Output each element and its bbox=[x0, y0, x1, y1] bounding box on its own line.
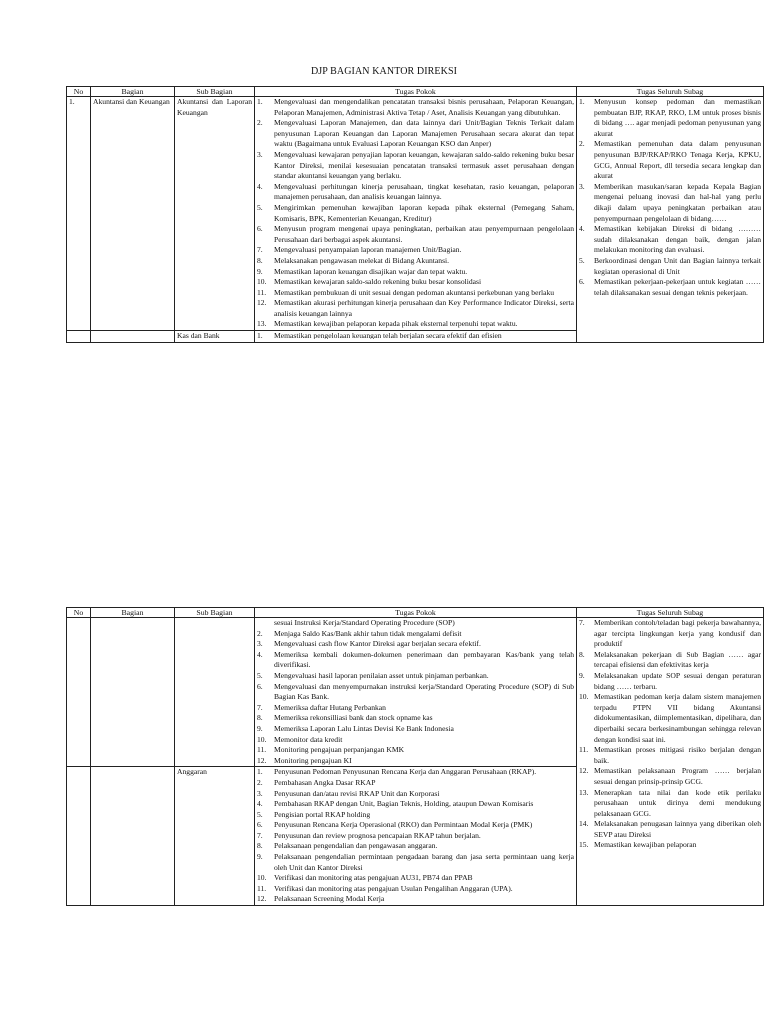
list-item: 10. Memastikan pedoman kerja dalam sistem manajemen terpadu PTPN VII bidang Akuntansi didokumentasikan, diimplementasikan, dipelihara, dan diperbaiki secara berkesinambungan sehingga relevan dengan kondisi saat ini. bbox=[579, 692, 761, 744]
list-item: 5. Mengirimkan pemenuhan kewajiban laporan kepada pihak eksternal (Pemegang Saham, Komisaris, BPK, Kementerian Keuangan, Kreditur) bbox=[257, 202, 574, 223]
table-row bbox=[67, 618, 764, 767]
task-table-page-1 bbox=[66, 86, 764, 343]
list-item: 6. Mengevaluasi dan menyempurnakan instruksi kerja/Standard Operating Procedure (SOP) di Sub Bagian Kas Bank. bbox=[257, 681, 574, 702]
list-item: 4. Memastikan kebijakan Direksi di bidang ……… sudah dilaksanakan dengan baik, dengan jalan melakukan monitoring dan evaluasi. bbox=[579, 224, 761, 255]
list-item: 12. Memastikan pelaksanaan Program …… berjalan sesuai dengan prinsip-prinsip GCG. bbox=[579, 766, 761, 786]
list-item: 7. Mengevaluasi penyampaian laporan manajemen Unit/Bagian. bbox=[257, 245, 462, 255]
list-item: 3. Mengevaluasi cash flow Kantor Direksi agar berjalan secara efektif. bbox=[257, 639, 481, 649]
list-item: 4. Pembahasan RKAP dengan Unit, Bagian Teknis, Holding, ataupun Dewan Komisaris bbox=[257, 799, 534, 809]
tugas-pokok-list bbox=[257, 97, 574, 330]
tugas-pokok-list bbox=[257, 331, 574, 339]
list-item: 13. Memastikan kewajiban pelaporan kepada pihak eksternal terpenuhi tepat waktu. bbox=[257, 319, 518, 329]
list-item: 9. Memastikan laporan keuangan disajikan wajar dan tepat waktu. bbox=[257, 266, 468, 276]
tugas-pokok-cell bbox=[255, 767, 577, 906]
list-item: 6. Penyusunan Rencana Kerja Operasional (RKO) dan Permintaan Modal Kerja (PMK) bbox=[257, 820, 533, 830]
document-title: DJP BAGIAN KANTOR DIREKSI bbox=[310, 66, 458, 77]
tugas-pokok-list bbox=[257, 767, 574, 905]
header-no: No bbox=[67, 608, 91, 618]
tugas-pokok-list bbox=[257, 629, 574, 767]
header-tugas-seluruh: Tugas Seluruh Subag bbox=[577, 87, 764, 97]
tugas-seluruh-cell bbox=[577, 618, 764, 906]
sub-bagian-cell: Kas dan Bank bbox=[175, 331, 255, 343]
list-item: 1. Mengevaluasi dan mengendalikan pencatatan transaksi bisnis perusahaan, Pelaporan Keuangan, Pelaporan Manajemen, Administrasi Aktiva Tetap / Aset, Analisis Keuangan yang dibutuhkan. bbox=[257, 97, 574, 117]
continued-text: sesuai Instruksi Kerja/Standard Operating Procedure (SOP) bbox=[274, 618, 455, 627]
header-tugas-pokok: Tugas Pokok bbox=[255, 608, 577, 618]
list-item: 8. Memeriksa rekonsilliasi bank dan stock opname kas bbox=[257, 713, 433, 723]
list-item: 7. Memberikan contoh/teladan bagi pekerja bawahannya, agar tercipta lingkungan kerja yang kondusif dan produktif bbox=[579, 618, 761, 649]
list-item: 2. Mengevaluasi Laporan Manajemen, dan data lainnya dari Unit/Bagian Teknis Terkait dalam penyusunan Laporan Keuangan dan Laporan Manajemen Perusahaan secara akurat dan tepat waktu (Bagaimana untuk Evaluasi Laporan Keuangan KSO dan Anper) bbox=[257, 118, 574, 149]
list-item: 8. Melaksanakan pekerjaan di Sub Bagian …… agar tercapai efisiensi dan efektivitas kerja bbox=[579, 649, 761, 670]
list-item: 11. Memastikan pembukuan di unit sesuai dengan pedoman akuntansi perkebunan yang berlaku bbox=[257, 287, 555, 297]
list-item: 6. Menyusun program mengenai upaya peningkatan, perbaikan atau penyempurnaan pengelolaan Perusahaan dari berbagai aspek akuntansi. bbox=[257, 224, 574, 244]
list-item: 3. Memberikan masukan/saran kepada Kepala Bagian mengenai peluang inovasi dan hal-hal yang perlu dikaji dalam upaya peningkatan perbaikan atau penyempurnaan pengelolaan di bidang…… bbox=[579, 181, 761, 223]
table-header-row bbox=[67, 608, 764, 618]
list-item: 2. Pembahasan Angka Dasar RKAP bbox=[257, 777, 376, 787]
list-item: 11. Memastikan proses mitigasi risiko berjalan dengan baik. bbox=[579, 745, 761, 765]
list-item: 2. Menjaga Saldo Kas/Bank akhir tahun tidak mengalami defisit bbox=[257, 628, 462, 638]
header-tugas-pokok: Tugas Pokok bbox=[255, 87, 577, 97]
list-item: 12. Memastikan akurasi perhitungan kinerja perusahaan dan Key Performance Indicator Direksi, serta analisis keuangan lainnya bbox=[257, 298, 574, 318]
tugas-pokok-cell bbox=[255, 97, 577, 331]
list-item: 14. Melaksanakan penugasan lainnya yang diberikan oleh SEVP atau Direksi bbox=[579, 819, 761, 839]
header-sub-bagian: Sub Bagian bbox=[175, 87, 255, 97]
list-item: 1. Menyusun konsep pedoman dan memastikan pembuatan BJP, RKAP, RKO, LM untuk proses bisnis di bidang …. agar menjadi pedoman penyusunan yang akurat bbox=[579, 97, 761, 138]
bagian-cell: Akuntansi dan Keuangan bbox=[91, 97, 175, 331]
list-item: 9. Melaksanakan update SOP sesuai dengan peraturan bidang …… terbaru. bbox=[579, 670, 761, 691]
list-item: 7. Penyusunan dan review prognosa pencapaian RKAP tahun berjalan. bbox=[257, 830, 481, 840]
header-bagian: Bagian bbox=[91, 608, 175, 618]
list-item: 5. Berkoordinasi dengan Unit dan Bagian lainnya terkait kegiatan operasional di Unit bbox=[579, 255, 761, 276]
row-number: 1. bbox=[67, 97, 91, 331]
list-item: 2. Memastikan pemenuhan data dalam penyusunan penyusunan BJP/RKAP/RKO Tenaga Kerja, KPKU, GCG, Annual Report, dll tersedia secara lengkap dan akurat bbox=[579, 139, 761, 181]
list-item: 5. Pengisian portal RKAP holding bbox=[257, 809, 371, 819]
list-item: 3. Penyusunan dan/atau revisi RKAP Unit dan Korporasi bbox=[257, 788, 440, 798]
header-sub-bagian: Sub Bagian bbox=[175, 608, 255, 618]
list-item: 10. Memonitor data kredit bbox=[257, 734, 343, 744]
list-item: 1. Memastikan pengelolaan keuangan telah berjalan secara efektif dan efisien bbox=[257, 331, 502, 340]
list-item: 4. Mengevaluasi perhitungan kinerja perusahaan, tingkat kesehatan, rasio keuangan, pelaporan manajemen perusahaan, dan analisis keuangan lainnya. bbox=[257, 181, 574, 202]
tugas-seluruh-cell bbox=[577, 97, 764, 343]
list-item: 9. Memeriksa Laporan Lalu Lintas Devisi Ke Bank Indonesia bbox=[257, 723, 454, 733]
list-item: 6. Memastikan pekerjaan-pekerjaan untuk kegiatan …… telah dilaksanakan sesuai dengan teknis pekerjaan. bbox=[579, 277, 761, 297]
list-item: 12. Pelaksanaan Screening Modal Kerja bbox=[257, 894, 385, 904]
task-table-page-2 bbox=[66, 607, 764, 906]
list-item: 10. Verifikasi dan monitoring atas pengajuan AU31, PB74 dan PPAB bbox=[257, 873, 473, 883]
list-item: 8. Melaksanakan pengawasan melekat di Bidang Akuntansi. bbox=[257, 255, 450, 265]
table-row bbox=[67, 97, 764, 331]
list-item: 9. Pelaksanaan pengendalian permintaan pengadaan barang dan jasa serta permintaan uang kerja oleh Unit dan Kantor Direksi bbox=[257, 852, 574, 872]
list-item: 8. Pelaksanaan pengendalian dan pengawasan anggaran. bbox=[257, 841, 438, 851]
tugas-seluruh-list bbox=[579, 618, 761, 851]
list-item: 3. Mengevaluasi kewajaran penyajian laporan keuangan, kewajaran saldo-saldo rekening buku besar Kantor Direksi, menilai kesesuaian pencatatan transaksi termasuk asset perusahaan dengan standar akuntansi keuangan yang berlaku. bbox=[257, 149, 574, 181]
list-item: 12. Monitoring pengajuan KI bbox=[257, 755, 352, 765]
tugas-pokok-cell bbox=[255, 618, 577, 767]
list-item: 4. Memeriksa kembali dokumen-dokumen penerimaan dan pembayaran Kas/bank yang telah diverifikasi. bbox=[257, 649, 574, 670]
list-item: 5. Mengevaluasi hasil laporan penilaian asset untuk pinjaman perbankan. bbox=[257, 670, 489, 680]
list-item: 13. Menerapkan tata nilai dan kode etik perilaku perusahaan untuk dirinya demi mendukung pelaksanaan GCG. bbox=[579, 787, 761, 818]
list-item: 11. Monitoring pengajuan perpanjangan KMK bbox=[257, 745, 405, 755]
list-item: 11. Verifikasi dan monitoring atas pengajuan Usulan Pengalihan Anggaran (UPA). bbox=[257, 883, 513, 893]
list-item: 1. Penyusunan Pedoman Penyusunan Rencana Kerja dan Anggaran Perusahaan (RKAP). bbox=[257, 767, 537, 777]
list-item: 15. Memastikan kewajiban pelaporan bbox=[579, 840, 697, 850]
header-no: No bbox=[67, 87, 91, 97]
tugas-seluruh-list bbox=[579, 97, 761, 298]
list-item: 10. Memastikan kewajaran saldo-saldo rekening buku besar konsolidasi bbox=[257, 277, 482, 287]
sub-bagian-cell: Akuntansi dan Laporan Keuangan bbox=[175, 97, 255, 331]
header-bagian: Bagian bbox=[91, 87, 175, 97]
tugas-pokok-cell bbox=[255, 331, 577, 343]
list-item: 7. Memeriksa daftar Hutang Perbankan bbox=[257, 702, 386, 712]
sub-bagian-cell: Anggaran bbox=[175, 767, 255, 906]
header-tugas-seluruh: Tugas Seluruh Subag bbox=[577, 608, 764, 618]
table-header-row bbox=[67, 87, 764, 97]
